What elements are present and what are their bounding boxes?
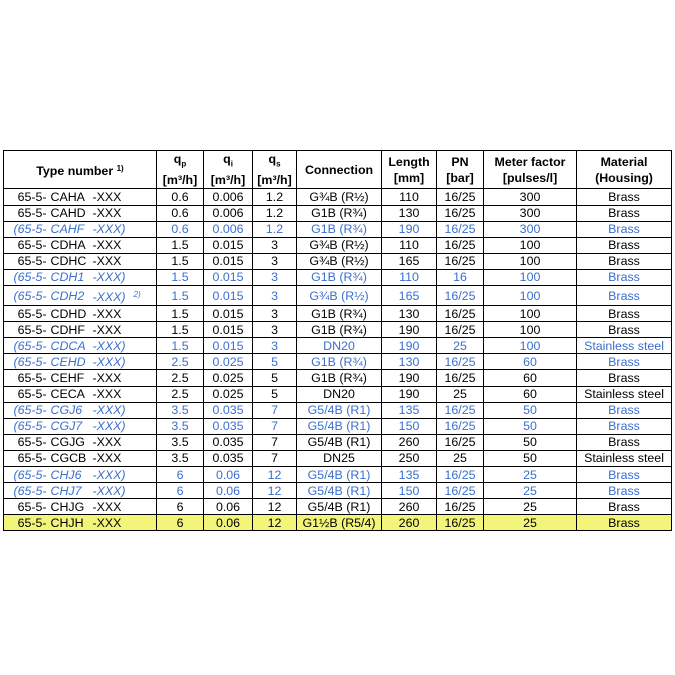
meter-factor-value: 50 xyxy=(484,450,577,466)
qs-value: 3 xyxy=(253,306,297,322)
material-value: Brass xyxy=(577,354,672,370)
qi-value: 0.025 xyxy=(204,386,253,402)
qi-value: 0.06 xyxy=(204,483,253,499)
material-value: Brass xyxy=(577,205,672,221)
meter-factor-value: 50 xyxy=(484,402,577,418)
length-value: 165 xyxy=(382,286,437,306)
material-value: Brass xyxy=(577,402,672,418)
type-code: CDHA xyxy=(49,237,93,253)
table-row xyxy=(4,237,672,253)
specification-table xyxy=(3,150,672,531)
table-row xyxy=(4,450,672,466)
type-code: CAHD xyxy=(49,205,93,221)
type-prefix: 65-5- xyxy=(4,434,49,450)
type-prefix: 65-5- xyxy=(4,499,49,515)
type-suffix: -XXX xyxy=(93,450,157,466)
pn-value: 16/25 xyxy=(437,237,484,253)
material-value: Brass xyxy=(577,515,672,531)
meter-factor-value: 25 xyxy=(484,515,577,531)
type-prefix: 65-5- xyxy=(4,237,49,253)
material-value: Brass xyxy=(577,286,672,306)
qs-value: 5 xyxy=(253,386,297,402)
table-row xyxy=(4,286,672,306)
meter-factor-value: 100 xyxy=(484,286,577,306)
material-value: Brass xyxy=(577,253,672,269)
pn-value: 16/25 xyxy=(437,466,484,482)
qs-value: 3 xyxy=(253,286,297,306)
meter-factor-value: 60 xyxy=(484,386,577,402)
pn-value: 16/25 xyxy=(437,221,484,237)
table-row xyxy=(4,483,672,499)
meter-factor-value: 100 xyxy=(484,322,577,338)
length-value: 190 xyxy=(382,338,437,354)
connection-value: G1½B (R5/4) xyxy=(297,515,382,531)
qi-value: 0.025 xyxy=(204,354,253,370)
connection-value: G1B (R¾) xyxy=(297,370,382,386)
type-code: CDH1 xyxy=(49,269,93,285)
connection-value: DN20 xyxy=(297,386,382,402)
pn-value: 16/25 xyxy=(437,354,484,370)
material-value: Brass xyxy=(577,418,672,434)
meter-factor-value: 300 xyxy=(484,205,577,221)
type-prefix: (65-5- xyxy=(4,269,49,285)
pn-value: 16/25 xyxy=(437,515,484,531)
connection-value: G¾B (R½) xyxy=(297,253,382,269)
header-qi: $q_i$ [m³/h] xyxy=(204,151,253,189)
type-code: CHJ6 xyxy=(49,466,93,482)
qi-value: 0.006 xyxy=(204,205,253,221)
connection-value: G¾B (R½) xyxy=(297,237,382,253)
material-value: Brass xyxy=(577,483,672,499)
type-code: CHJG xyxy=(49,499,93,515)
length-value: 110 xyxy=(382,189,437,205)
type-code: CHJH xyxy=(49,515,93,531)
length-value: 260 xyxy=(382,434,437,450)
pn-value: 16/25 xyxy=(437,286,484,306)
material-value: Brass xyxy=(577,499,672,515)
qp-value: 2.5 xyxy=(157,370,204,386)
length-value: 135 xyxy=(382,402,437,418)
table-row xyxy=(4,221,672,237)
qs-value: 5 xyxy=(253,370,297,386)
qp-value: 0.6 xyxy=(157,221,204,237)
type-suffix: -XXX xyxy=(93,499,157,515)
table-row xyxy=(4,338,672,354)
table-row xyxy=(4,499,672,515)
material-value: Brass xyxy=(577,322,672,338)
type-prefix: 65-5- xyxy=(4,189,49,205)
material-value: Brass xyxy=(577,221,672,237)
pn-value: 16/25 xyxy=(437,322,484,338)
type-suffix: -XXX) xyxy=(93,338,157,354)
meter-factor-value: 300 xyxy=(484,221,577,237)
qi-value: 0.06 xyxy=(204,515,253,531)
qi-value: 0.025 xyxy=(204,370,253,386)
qp-value: 6 xyxy=(157,515,204,531)
table-row xyxy=(4,205,672,221)
type-code: CHJ7 xyxy=(49,483,93,499)
pn-value: 16/25 xyxy=(437,370,484,386)
qp-value: 1.5 xyxy=(157,253,204,269)
qp-value: 6 xyxy=(157,499,204,515)
type-code: CAHF xyxy=(49,221,93,237)
type-suffix: -XXX xyxy=(93,434,157,450)
pn-value: 16/25 xyxy=(437,434,484,450)
type-suffix: -XXX) xyxy=(93,466,157,482)
length-value: 150 xyxy=(382,418,437,434)
type-suffix: -XXX) xyxy=(93,221,157,237)
qs-value: 3 xyxy=(253,253,297,269)
type-prefix: (65-5- xyxy=(4,221,49,237)
meter-factor-value: 25 xyxy=(484,499,577,515)
qs-value: 3 xyxy=(253,322,297,338)
qi-value: 0.06 xyxy=(204,466,253,482)
type-suffix: -XXX xyxy=(93,515,157,531)
length-value: 110 xyxy=(382,237,437,253)
type-prefix: 65-5- xyxy=(4,322,49,338)
qs-value: 12 xyxy=(253,515,297,531)
length-value: 110 xyxy=(382,269,437,285)
table-row xyxy=(4,253,672,269)
qp-value: 3.5 xyxy=(157,450,204,466)
header-length: Length [mm] xyxy=(382,151,437,189)
type-prefix: 65-5- xyxy=(4,253,49,269)
meter-factor-value: 60 xyxy=(484,354,577,370)
type-code: CEHD xyxy=(49,354,93,370)
type-prefix: (65-5- xyxy=(4,354,49,370)
footnote-2: 2) xyxy=(133,289,141,299)
length-value: 190 xyxy=(382,221,437,237)
connection-value: G¾B (R½) xyxy=(297,189,382,205)
table-row xyxy=(4,322,672,338)
qs-value: 7 xyxy=(253,450,297,466)
length-value: 250 xyxy=(382,450,437,466)
material-value: Stainless steel xyxy=(577,450,672,466)
table-body xyxy=(4,189,672,531)
pn-value: 16/25 xyxy=(437,306,484,322)
connection-value: G5/4B (R1) xyxy=(297,499,382,515)
material-value: Brass xyxy=(577,237,672,253)
header-meter-factor: Meter factor [pulses/l] xyxy=(484,151,577,189)
type-suffix: -XXX xyxy=(93,322,157,338)
qs-value: 12 xyxy=(253,483,297,499)
type-code: CGJG xyxy=(49,434,93,450)
type-prefix: (65-5- xyxy=(4,338,49,354)
connection-value: DN25 xyxy=(297,450,382,466)
table-row xyxy=(4,306,672,322)
qs-value: 1.2 xyxy=(253,221,297,237)
qi-value: 0.015 xyxy=(204,253,253,269)
header-qp: $q_p$ [m³/h] xyxy=(157,151,204,189)
meter-factor-value: 100 xyxy=(484,306,577,322)
table-row xyxy=(4,370,672,386)
meter-factor-value: 25 xyxy=(484,483,577,499)
connection-value: G1B (R¾) xyxy=(297,205,382,221)
type-prefix: 65-5- xyxy=(4,450,49,466)
type-prefix: 65-5- xyxy=(4,205,49,221)
type-code: CAHA xyxy=(49,189,93,205)
qi-value: 0.015 xyxy=(204,306,253,322)
qp-value: 3.5 xyxy=(157,402,204,418)
qi-value: 0.015 xyxy=(204,286,253,306)
type-suffix: -XXX xyxy=(93,205,157,221)
material-value: Brass xyxy=(577,434,672,450)
qp-value: 1.5 xyxy=(157,306,204,322)
meter-factor-value: 25 xyxy=(484,466,577,482)
qi-value: 0.015 xyxy=(204,322,253,338)
type-suffix: -XXX) xyxy=(93,269,157,285)
type-suffix: -XXX) xyxy=(93,402,157,418)
pn-value: 16 xyxy=(437,269,484,285)
type-code: CDH2 xyxy=(49,286,93,306)
qs-value: 7 xyxy=(253,434,297,450)
table-row xyxy=(4,418,672,434)
qp-value: 6 xyxy=(157,466,204,482)
header-type-number: Type number $^{1)}$ xyxy=(4,151,157,189)
length-value: 130 xyxy=(382,306,437,322)
type-suffix: -XXX) xyxy=(93,354,157,370)
connection-value: G1B (R¾) xyxy=(297,322,382,338)
type-prefix: (65-5- xyxy=(4,286,49,306)
pn-value: 16/25 xyxy=(437,189,484,205)
length-value: 260 xyxy=(382,499,437,515)
type-suffix: -XXX) $^{2)}$ xyxy=(93,286,157,306)
qp-value: 1.5 xyxy=(157,286,204,306)
table-row xyxy=(4,189,672,205)
meter-factor-value: 50 xyxy=(484,434,577,450)
type-suffix: -XXX xyxy=(93,386,157,402)
qp-value: 2.5 xyxy=(157,386,204,402)
length-value: 150 xyxy=(382,483,437,499)
type-suffix: -XXX) xyxy=(93,483,157,499)
meter-factor-value: 100 xyxy=(484,237,577,253)
type-code: CGJ7 xyxy=(49,418,93,434)
qp-value: 1.5 xyxy=(157,322,204,338)
qs-value: 3 xyxy=(253,237,297,253)
table-row xyxy=(4,269,672,285)
length-value: 165 xyxy=(382,253,437,269)
qi-value: 0.06 xyxy=(204,499,253,515)
header-row xyxy=(4,151,672,189)
header-connection: Connection xyxy=(297,151,382,189)
connection-value: G5/4B (R1) xyxy=(297,483,382,499)
qi-value: 0.015 xyxy=(204,237,253,253)
type-code: CGCB xyxy=(49,450,93,466)
connection-value: G¾B (R½) xyxy=(297,286,382,306)
material-value: Brass xyxy=(577,269,672,285)
qi-value: 0.035 xyxy=(204,418,253,434)
length-value: 135 xyxy=(382,466,437,482)
qs-value: 1.2 xyxy=(253,189,297,205)
connection-value: G1B (R¾) xyxy=(297,306,382,322)
qp-value: 1.5 xyxy=(157,237,204,253)
length-value: 260 xyxy=(382,515,437,531)
qs-value: 7 xyxy=(253,418,297,434)
meter-factor-value: 100 xyxy=(484,253,577,269)
table-row xyxy=(4,466,672,482)
connection-value: G5/4B (R1) xyxy=(297,434,382,450)
meter-factor-value: 50 xyxy=(484,418,577,434)
length-value: 190 xyxy=(382,386,437,402)
header-qs: $q_s$ [m³/h] xyxy=(253,151,297,189)
qs-value: 5 xyxy=(253,354,297,370)
qs-value: 3 xyxy=(253,269,297,285)
type-prefix: 65-5- xyxy=(4,515,49,531)
type-prefix: 65-5- xyxy=(4,306,49,322)
qp-value: 1.5 xyxy=(157,338,204,354)
qp-value: 0.6 xyxy=(157,189,204,205)
type-suffix: -XXX xyxy=(93,237,157,253)
material-value: Brass xyxy=(577,306,672,322)
type-prefix: 65-5- xyxy=(4,370,49,386)
qp-value: 2.5 xyxy=(157,354,204,370)
table-row xyxy=(4,434,672,450)
qi-value: 0.035 xyxy=(204,450,253,466)
qi-value: 0.015 xyxy=(204,338,253,354)
table-row xyxy=(4,386,672,402)
qp-value: 1.5 xyxy=(157,269,204,285)
type-suffix: -XXX xyxy=(93,189,157,205)
pn-value: 16/25 xyxy=(437,418,484,434)
qi-value: 0.035 xyxy=(204,434,253,450)
material-value: Stainless steel xyxy=(577,338,672,354)
qp-value: 3.5 xyxy=(157,434,204,450)
type-suffix: -XXX) xyxy=(93,418,157,434)
type-code: CDCA xyxy=(49,338,93,354)
pn-value: 16/25 xyxy=(437,483,484,499)
type-suffix: -XXX xyxy=(93,370,157,386)
length-value: 130 xyxy=(382,354,437,370)
qi-value: 0.006 xyxy=(204,189,253,205)
pn-value: 25 xyxy=(437,386,484,402)
header-pn: PN [bar] xyxy=(437,151,484,189)
connection-value: G5/4B (R1) xyxy=(297,418,382,434)
qi-value: 0.015 xyxy=(204,269,253,285)
qs-value: 7 xyxy=(253,402,297,418)
material-value: Stainless steel xyxy=(577,386,672,402)
type-prefix: (65-5- xyxy=(4,483,49,499)
connection-value: G1B (R¾) xyxy=(297,354,382,370)
material-value: Brass xyxy=(577,189,672,205)
length-value: 130 xyxy=(382,205,437,221)
type-code: CDHC xyxy=(49,253,93,269)
qi-value: 0.035 xyxy=(204,402,253,418)
type-suffix: -XXX xyxy=(93,306,157,322)
qp-value: 3.5 xyxy=(157,418,204,434)
type-code: CECA xyxy=(49,386,93,402)
type-code: CDHF xyxy=(49,322,93,338)
qs-value: 3 xyxy=(253,338,297,354)
meter-factor-value: 300 xyxy=(484,189,577,205)
pn-value: 16/25 xyxy=(437,402,484,418)
type-code: CEHF xyxy=(49,370,93,386)
material-value: Brass xyxy=(577,466,672,482)
connection-value: DN20 xyxy=(297,338,382,354)
type-prefix: 65-5- xyxy=(4,386,49,402)
length-value: 190 xyxy=(382,370,437,386)
connection-value: G5/4B (R1) xyxy=(297,466,382,482)
pn-value: 16/25 xyxy=(437,499,484,515)
qs-value: 12 xyxy=(253,499,297,515)
footnote-1: 1) xyxy=(116,163,124,173)
type-code: CGJ6 xyxy=(49,402,93,418)
type-suffix: -XXX xyxy=(93,253,157,269)
meter-factor-value: 100 xyxy=(484,338,577,354)
meter-factor-value: 60 xyxy=(484,370,577,386)
type-prefix: (65-5- xyxy=(4,418,49,434)
type-prefix: (65-5- xyxy=(4,466,49,482)
pn-value: 25 xyxy=(437,338,484,354)
table-row xyxy=(4,515,672,531)
type-code: CDHD xyxy=(49,306,93,322)
connection-value: G1B (R¾) xyxy=(297,269,382,285)
connection-value: G5/4B (R1) xyxy=(297,402,382,418)
table-row xyxy=(4,402,672,418)
pn-value: 16/25 xyxy=(437,253,484,269)
qs-value: 1.2 xyxy=(253,205,297,221)
qp-value: 0.6 xyxy=(157,205,204,221)
meter-factor-value: 100 xyxy=(484,269,577,285)
table-row xyxy=(4,354,672,370)
pn-value: 25 xyxy=(437,450,484,466)
qp-value: 6 xyxy=(157,483,204,499)
header-material: Material (Housing) xyxy=(577,151,672,189)
length-value: 190 xyxy=(382,322,437,338)
type-prefix: (65-5- xyxy=(4,402,49,418)
qs-value: 12 xyxy=(253,466,297,482)
qi-value: 0.006 xyxy=(204,221,253,237)
pn-value: 16/25 xyxy=(437,205,484,221)
connection-value: G1B (R¾) xyxy=(297,221,382,237)
material-value: Brass xyxy=(577,370,672,386)
